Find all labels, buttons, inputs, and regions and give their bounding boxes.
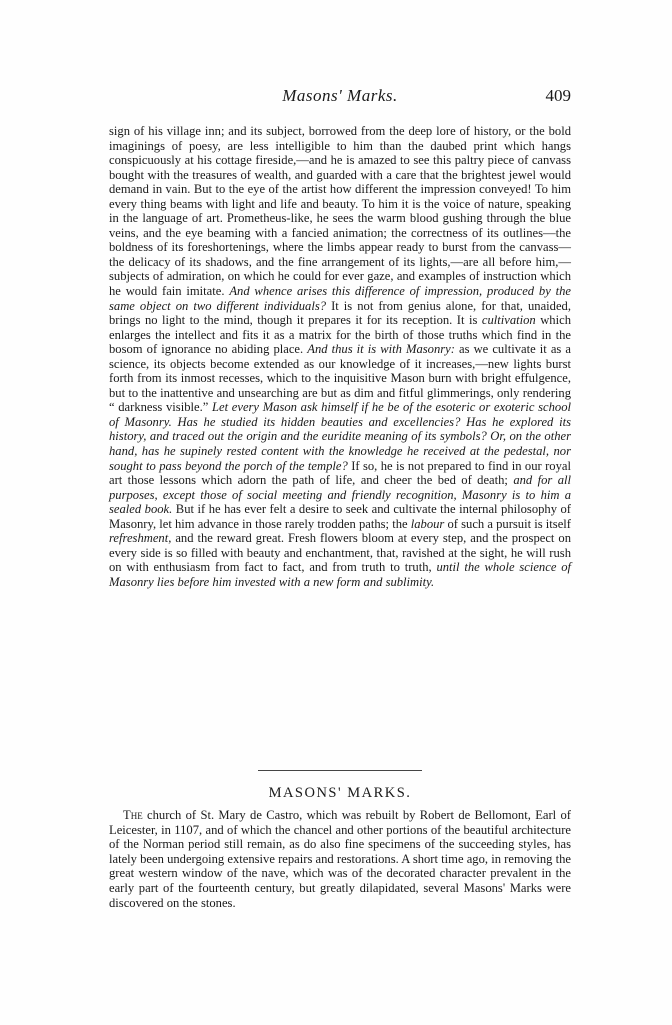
- text-segment: , and the reward great. Fresh flowers bloom at every step, and the prospect on every side is so filled with beauty and enchantment, that, ravished at the sight, he will rush on with enthusiasm from fact to fact, and from truth to truth,: [109, 531, 571, 575]
- article-body: [109, 124, 571, 590]
- text-segment-italic: until the whole science of Masonry lies before him invested with a new form and sublimity.: [109, 560, 571, 589]
- page-number: 409: [545, 86, 571, 105]
- text-segment: sign of his village inn; and its subject, borrowed from the deep lore of history, or the bold imaginings of poesy, are less intelligible to him than the daubed print which hangs conspicuously at his cottage fireside,—and he is amazed to see this paltry piece of canvass bought with the treasures of wealth, and guarded with a care that the brightest jewel would demand in vain. But to the eye of the artist how different the impression conveyed! To him every thing beams with light and life and beauty. To him it is the voice of nature, speaking in the language of art. Prometheus-like, he sees the warm blood gushing through the blue veins, and the eye beaming with a fancied animation; the correctness of its outlines—the boldness of its foreshortenings, where the limbs appear ready to burst from the canvass—the delicacy of its shadows, and the fine arrangement of its lights,—are all before him,—subjects of admiration, on which he could for ever gaze, and examples of instruction which he would fain imitate.: [109, 124, 571, 299]
- lead-word: The: [123, 808, 143, 822]
- text-segment: of such a pursuit is itself: [444, 516, 571, 531]
- text-segment-italic: cultivation: [481, 313, 536, 328]
- text-segment-italic: labour: [410, 516, 445, 531]
- article-paragraph: [109, 124, 571, 590]
- text-segment: which enlarges the intellect and fits it as a matrix for the birth of those truths which find in the bosom of ignorance no abiding place.: [109, 313, 571, 357]
- text-segment-italic: and for all purposes, except those of social meeting and friendly recognition, Masonry is to him a sealed book.: [109, 473, 571, 517]
- section-divider: [258, 770, 422, 771]
- text-segment: as we cultivate it as a science, its objects become extended as our knowledge of it increases,—new lights burst forth from its inmost recesses, which to the inquisitive Mason burn with bright effulgence, but to the inattentive and unsearching are but as dim and fitful glimmerings, only rendering “ darkness visible.”: [109, 342, 571, 415]
- text-segment: But if he has ever felt a desire to seek and cultivate the internal philosophy of Masonry, let him advance in those rarely trodden paths; the: [109, 502, 571, 531]
- text-segment: It is not from genius alone, for that, unaided, brings no light to the mind, though it prepares it for its reception. It is: [109, 298, 572, 328]
- text-segment-italic: And thus it is with Masonry:: [307, 342, 455, 357]
- running-head: [109, 86, 571, 108]
- text-segment-italic: And whence arises this difference of impression, produced by the same object on two different individuals?: [109, 284, 571, 313]
- text-segment-italic: Let every Mason ask himself if he be of the esoteric or exoteric school of Masonry. Has he studied its hidden beauties and excellencies? Has he explored its history, and traced out the origin and the euridite meaning of its symbols? Or, on the other hand, has he supinely rested content with the knowledge he received at the pedestal, nor sought to pass beyond the porch of the temple?: [109, 400, 571, 473]
- text-segment: If so, he is not prepared to find in our royal art those lessons which adorn the path of life, and cheer the bed of death;: [109, 458, 571, 488]
- section-text: church of St. Mary de Castro, which was rebuilt by Robert de Bellomont, Earl of Leicester, in 1107, and of which the chancel and other portions of the beautiful architecture of the Norman period still remain, as do also fine specimens of the succeeding styles, has lately been undergoing extensive repairs and restorations. A short time ago, in removing the great western window of the nave, which was of the decorated character prevalent in the early part of the fourteenth century, but greatly dilapidated, several Masons' Marks were discovered on the stones.: [109, 808, 571, 910]
- text-segment-italic: refreshment: [109, 531, 169, 546]
- section-paragraph: [109, 808, 571, 910]
- section-body: [109, 808, 571, 910]
- running-title: Masons' Marks.: [282, 86, 398, 105]
- section-heading: MASONS' MARKS.: [268, 785, 412, 801]
